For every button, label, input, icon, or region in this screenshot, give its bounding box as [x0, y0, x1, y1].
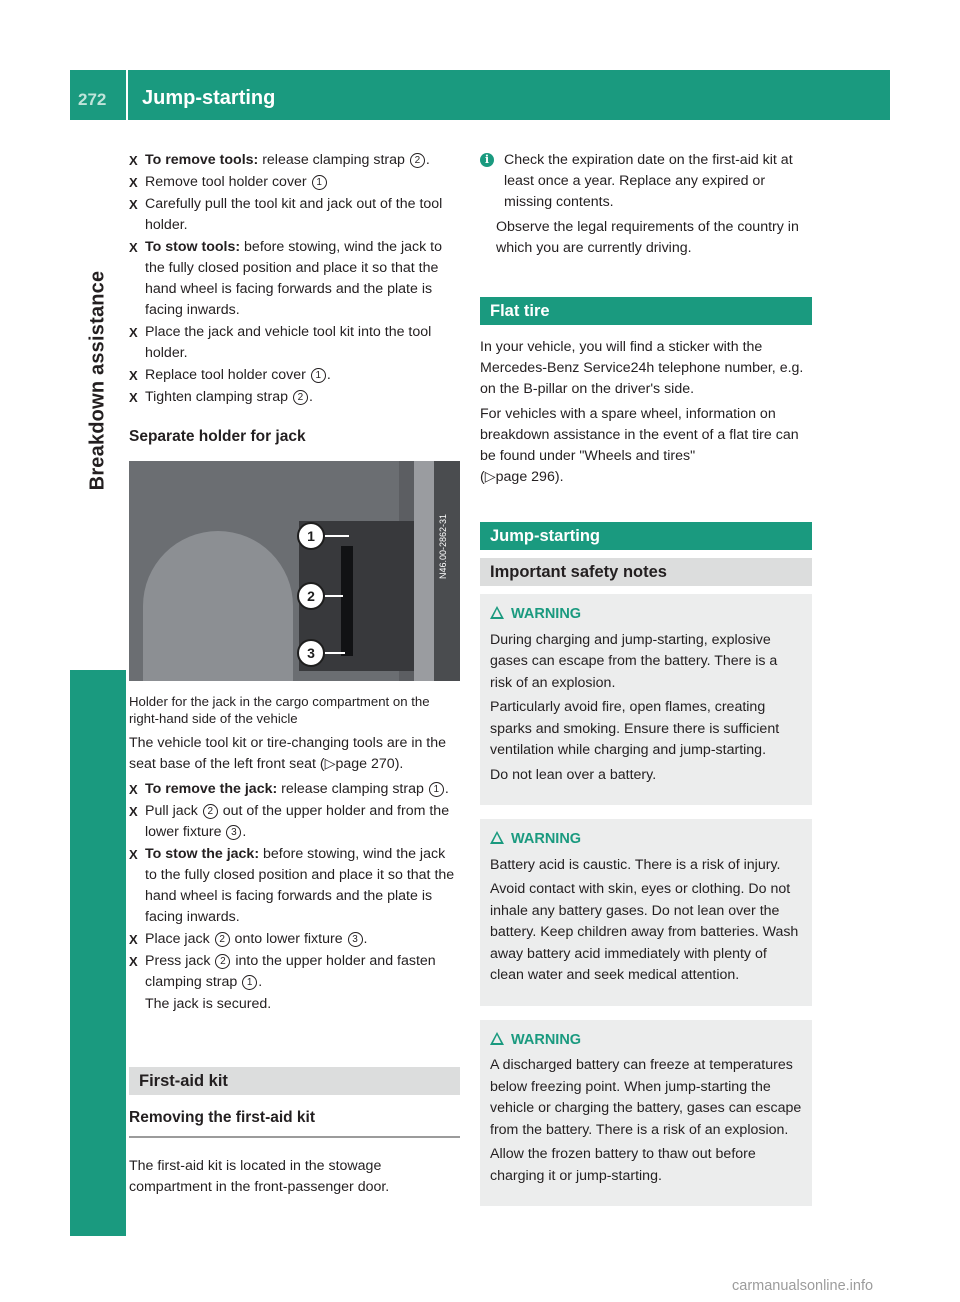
figure-pillar [414, 461, 434, 681]
flat-tire-text: For vehicles with a spare wheel, information on breakdown assistance in the event of a flat tire can be found under "Wheels and tires" [480, 406, 799, 464]
warning-heading [490, 829, 802, 851]
band-first-aid-kit: First-aid kit [129, 1067, 460, 1095]
step-arrow-icon: X [129, 325, 138, 340]
step-text: before stowing, wind the jack to the fully closed position and place it so that the hand wheel is facing forwards and the plate is facing inwards. [145, 846, 455, 925]
warning-triangle-icon [490, 1032, 504, 1045]
callout-ref-icon: 1 [311, 368, 326, 383]
step-arrow-icon: X [129, 954, 138, 969]
step-item [129, 779, 460, 800]
step-item [129, 322, 460, 364]
step-arrow-icon: X [129, 782, 138, 797]
flat-tire-paragraph-1: In your vehicle, you will find a sticker with the Mercedes-Benz Service24h telephone number, e.g. on the B-pillar on the driver's side. [480, 339, 804, 397]
step-arrow-icon: X [129, 240, 138, 255]
step-item [129, 172, 460, 193]
page-ref-arrow-icon: ▷ [484, 469, 496, 485]
callout-ref-icon: 1 [429, 782, 444, 797]
step-text: Tighten clamping strap [145, 389, 292, 405]
step-item [129, 801, 460, 843]
step-text: . [444, 781, 449, 797]
step-text: before stowing, wind the jack to the fully closed position and place it so that the hand wheel is facing forwards and the plate is facing inwards. [145, 239, 442, 318]
warning-paragraph: Avoid contact with skin, eyes or clothing. Do not inhale any battery gases. Do not lean over the battery. Keep children away from batteries. Wash away battery acid immediately with plenty of clean water and seek medical attention. [490, 881, 799, 983]
callout-ref-icon: 3 [226, 825, 241, 840]
callout-line-3 [323, 652, 345, 654]
band-important-safety-notes: Important safety notes [480, 558, 812, 586]
step-item [129, 387, 460, 408]
jack-steps [129, 779, 460, 993]
info-text-1: Check the expiration date on the first-aid kit at least once a year. Replace any expired or missing contents. [504, 152, 793, 210]
tools-location-text: The vehicle tool kit or tire-changing tools are in the seat base of the left front seat ( [129, 735, 447, 772]
page-ref-link[interactable]: page 270 [335, 756, 395, 772]
step-item [129, 237, 460, 321]
tools-location-paragraph [129, 733, 460, 775]
step-arrow-icon: X [129, 847, 138, 862]
step-bold-label: To remove the jack: [145, 781, 278, 797]
warnings-list [480, 586, 812, 1206]
flat-tire-open-paren: ( [480, 469, 485, 485]
step-arrow-icon: X [129, 368, 138, 383]
warning-paragraph: Do not lean over a battery. [490, 766, 657, 783]
step-text: Carefully pull the tool kit and jack out of the tool holder. [145, 196, 443, 233]
page-ref-link[interactable]: page 296 [495, 469, 555, 485]
step-bold-label: To remove tools: [145, 152, 259, 168]
step-item [129, 951, 460, 993]
callout-ref-icon: 3 [348, 932, 363, 947]
tools-location-post: ). [394, 756, 404, 772]
page-header [70, 70, 890, 120]
band-flat-tire: Flat tire [480, 297, 812, 325]
step-text: Press jack [145, 953, 215, 969]
step-text: onto lower fixture [230, 931, 347, 947]
warning-box [480, 594, 812, 805]
warning-title: WARNING [511, 831, 582, 847]
info-text-2: Observe the legal requirements of the country in which you are currently driving. [496, 219, 799, 256]
step-text: release clamping strap [258, 152, 409, 168]
warning-title: WARNING [511, 606, 582, 622]
step-bold-label: To stow the jack: [145, 846, 260, 862]
callout-ref-icon: 2 [203, 804, 218, 819]
step-arrow-icon: X [129, 804, 138, 819]
flat-tire-paragraph-2 [480, 404, 812, 488]
warning-paragraph: Battery acid is caustic. There is a risk of injury. [490, 856, 781, 873]
step-item [129, 365, 460, 386]
page-title: Jump-starting [142, 87, 276, 109]
footer-url: carmanualsonline.info [732, 1278, 874, 1294]
warning-paragraph: A discharged battery can freeze at temperatures below freezing point. When jump-starting the vehicle or charging the battery, gases can escape from the battery. There is a risk of an explosion. [490, 1057, 802, 1138]
figure-callout-2: 2 [297, 582, 325, 610]
header-separator [126, 70, 128, 120]
side-label-text: Breakdown assistance [86, 270, 109, 490]
callout-ref-icon: 2 [293, 390, 308, 405]
callout-ref-icon: 2 [215, 954, 230, 969]
warning-heading [490, 1030, 802, 1052]
side-tab [70, 120, 126, 1236]
warning-heading [490, 604, 802, 626]
jack-secured-result: The jack is secured. [145, 996, 272, 1012]
step-text: . [242, 824, 247, 840]
step-bold-label: To stow tools: [145, 239, 241, 255]
step-arrow-icon: X [129, 197, 138, 212]
callout-ref-icon: 1 [312, 175, 327, 190]
step-item [129, 844, 460, 928]
warning-paragraph: Particularly avoid fire, open flames, creating sparks and smoking. Ensure there is sufficient ventilation while charging and jump-starting. [490, 699, 780, 758]
figure-callout-3: 3 [297, 639, 325, 667]
info-note [480, 150, 812, 259]
callout-line-2 [323, 595, 343, 597]
subheading-remove-first-aid: Removing the first-aid kit [129, 1107, 460, 1138]
step-text: Remove tool holder cover [145, 174, 311, 190]
step-text: Replace tool holder cover [145, 367, 310, 383]
figure-wheel-arch [143, 531, 293, 681]
tool-steps [129, 150, 460, 408]
band-jump-starting: Jump-starting [480, 522, 812, 550]
warning-triangle-icon [490, 831, 504, 844]
warning-paragraph: Allow the frozen battery to thaw out before charging it or jump-starting. [490, 1146, 756, 1184]
flat-tire-post: ). [554, 469, 564, 485]
callout-ref-icon: 2 [410, 153, 425, 168]
step-text: release clamping strap [277, 781, 428, 797]
step-arrow-icon: X [129, 390, 138, 405]
left-column [129, 150, 460, 1202]
step-item [129, 929, 460, 950]
step-text: . [425, 152, 430, 168]
step-item [129, 150, 460, 171]
callout-line-1 [323, 535, 349, 537]
page-ref-arrow-icon: ▷ [324, 756, 336, 772]
page-number: 272 [78, 90, 107, 109]
side-label [70, 120, 126, 640]
warning-box [480, 1020, 812, 1207]
jack-holder-figure [129, 461, 460, 681]
figure-caption: Holder for the jack in the cargo compartment on the right-hand side of the vehicle [129, 694, 430, 726]
figure-callout-1: 1 [297, 522, 325, 550]
side-color-block [70, 670, 126, 1236]
step-arrow-icon: X [129, 153, 138, 168]
callout-ref-icon: 1 [242, 975, 257, 990]
info-icon: i [480, 153, 494, 167]
first-aid-location-paragraph: The first-aid kit is located in the stowage compartment in the front-passenger door. [129, 1158, 390, 1195]
warning-title: WARNING [511, 1031, 582, 1048]
step-text: into the upper holder and fasten clamping strap [145, 953, 436, 990]
step-text: . [326, 367, 331, 383]
step-text: Place the jack and vehicle tool kit into the tool holder. [145, 324, 432, 361]
step-text: Place jack [145, 931, 214, 947]
warning-box [480, 819, 812, 1006]
subheading-jack-holder: Separate holder for jack [129, 428, 306, 445]
step-item [129, 194, 460, 236]
figure-jack [341, 546, 353, 656]
warning-paragraph: During charging and jump-starting, explosive gases can escape from the battery. There is a risk of an explosion. [490, 631, 778, 691]
step-text: . [363, 931, 368, 947]
callout-ref-icon: 2 [215, 932, 230, 947]
figure-code: N46.00-2862-31 [438, 513, 448, 579]
step-text: out of the upper holder and from the lower fixture [145, 803, 450, 840]
warning-triangle-icon [490, 606, 504, 619]
right-column [480, 150, 812, 1206]
step-arrow-icon: X [129, 932, 138, 947]
step-text: . [258, 974, 263, 990]
step-text: Pull jack [145, 803, 202, 819]
step-arrow-icon: X [129, 175, 138, 190]
step-text: . [308, 389, 313, 405]
